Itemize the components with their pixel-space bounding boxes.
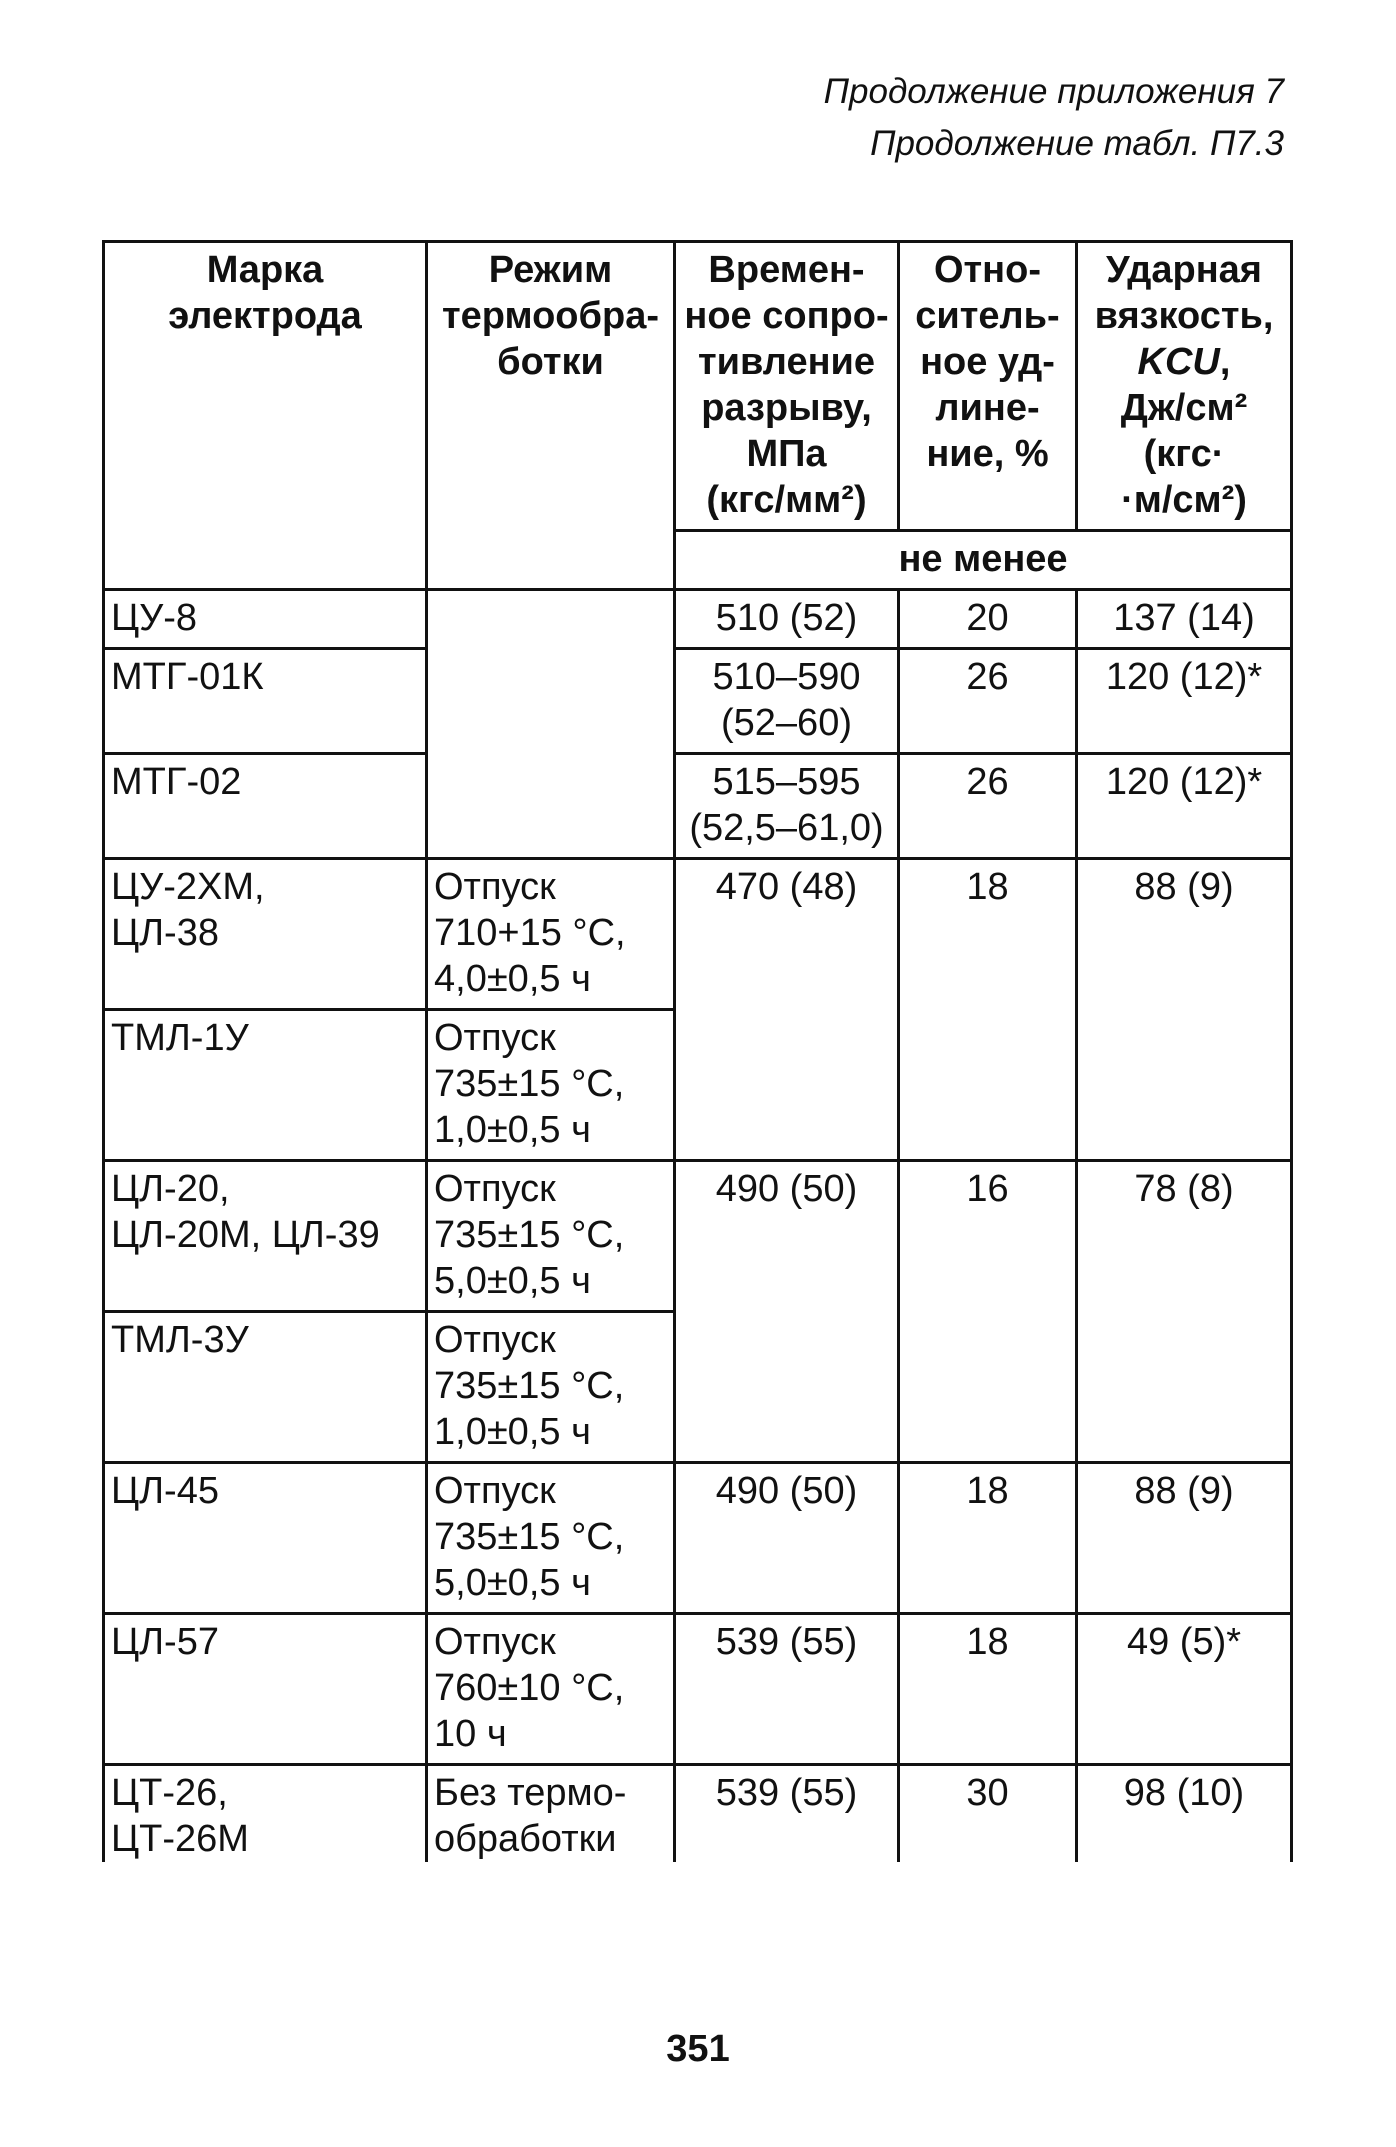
impact-cell: 137 (14) [1077,590,1292,649]
impact-cell: 88 (9) [1077,1463,1292,1614]
strength-cell: 539 (55) [675,1614,899,1765]
grade-cell: ЦЛ-45 [104,1463,427,1614]
elongation-cell: 16 [899,1161,1077,1463]
treatment-cell: Отпуск 735±15 °С, 1,0±0,5 ч [427,1010,675,1161]
table-row [104,1765,1292,1863]
grade-cell: ЦЛ-20, ЦЛ-20М, ЦЛ-39 [104,1161,427,1312]
column-header-grade [104,242,427,590]
strength-cell: 515–595 (52,5–61,0) [675,754,899,859]
treatment-cell: Отпуск 760±10 °С, 10 ч [427,1614,675,1765]
table-row [104,754,1292,859]
elongation-cell: 18 [899,859,1077,1161]
elongation-cell: 30 [899,1765,1077,1863]
elongation-cell: 26 [899,649,1077,754]
treatment-cell: Отпуск 710+15 °С, 4,0±0,5 ч [427,859,675,1010]
header-text: Режим термообра- ботки [442,249,659,383]
column-header-treatment [427,242,675,590]
grade-cell: ЦУ-2ХМ, ЦЛ-38 [104,859,427,1010]
column-header-elongation [899,242,1077,531]
strength-cell: 490 (50) [675,1161,899,1463]
strength-cell: 539 (55) [675,1765,899,1863]
table-row [104,1614,1292,1765]
header-text: Ударная вязкость, KCU, Дж/см² (кгс· ·м/см²) [1094,249,1274,521]
table-row [104,1463,1292,1614]
page-number: 351 [666,2028,730,2070]
table-row [104,859,1292,1010]
impact-cell: 49 (5)* [1077,1614,1292,1765]
grade-cell: ЦУ-8 [104,590,427,649]
grade-cell: МТГ-02 [104,754,427,859]
grade-cell: ЦТ-26, ЦТ-26М [104,1765,427,1863]
table-row [104,590,1292,649]
treatment-cell: Отпуск 735±15 °С, 5,0±0,5 ч [427,1161,675,1312]
grade-cell: ТМЛ-3У [104,1312,427,1463]
impact-cell: 78 (8) [1077,1161,1292,1463]
impact-cell: 120 (12)* [1077,754,1292,859]
continuation-appendix-label: Продолжение приложения 7 [823,72,1284,111]
grade-cell: МТГ-01К [104,649,427,754]
grade-cell: ТМЛ-1У [104,1010,427,1161]
min-value-label [675,531,1292,590]
treatment-cell: Без термо- обработки [427,1765,675,1863]
impact-cell: 120 (12)* [1077,649,1292,754]
strength-cell: 470 (48) [675,859,899,1161]
table-header-row [104,242,1292,531]
table-row [104,649,1292,754]
treatment-cell: Отпуск 735±15 °С, 5,0±0,5 ч [427,1463,675,1614]
min-value-text: не менее [898,538,1068,580]
grade-cell: ЦЛ-57 [104,1614,427,1765]
treatment-cell [427,590,675,859]
header-text: Марка электрода [168,249,362,337]
impact-cell: 98 (10) [1077,1765,1292,1863]
strength-cell: 510–590 (52–60) [675,649,899,754]
elongation-cell: 26 [899,754,1077,859]
continuation-table-label: Продолжение табл. П7.3 [870,124,1284,163]
strength-cell: 490 (50) [675,1463,899,1614]
strength-cell: 510 (52) [675,590,899,649]
elongation-cell: 20 [899,590,1077,649]
column-header-impact [1077,242,1292,531]
column-header-strength [675,242,899,531]
elongation-cell: 18 [899,1463,1077,1614]
table-row [104,1161,1292,1312]
elongation-cell: 18 [899,1614,1077,1765]
electrode-properties-table [102,240,1293,1862]
treatment-cell: Отпуск 735±15 °С, 1,0±0,5 ч [427,1312,675,1463]
header-text: Времен- ное сопро- тивление разрыву, МПа (кгс/мм²) [684,249,889,521]
header-text: Отно- ситель- ное уд- лине- ние, % [915,249,1060,475]
impact-cell: 88 (9) [1077,859,1292,1161]
